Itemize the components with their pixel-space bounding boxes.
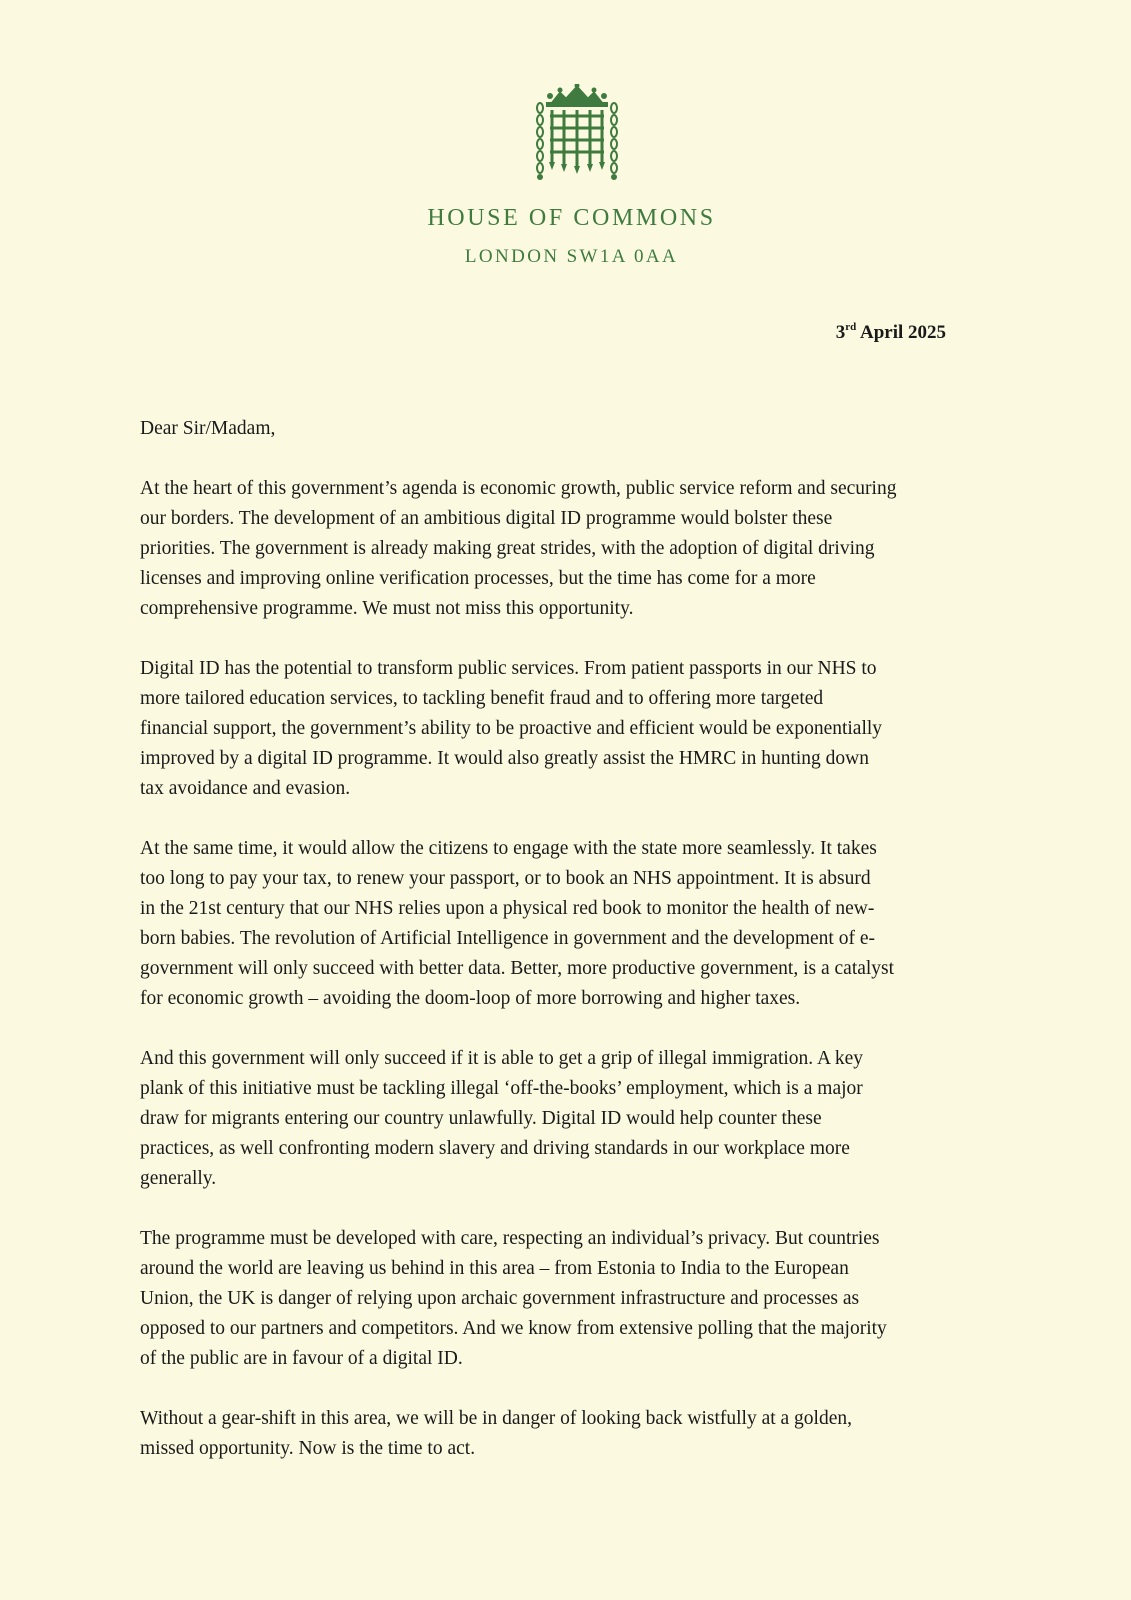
institution-name: HOUSE OF COMMONS [427, 205, 716, 231]
paragraph-line: opposed to our partners and competitors. And we know from extensive polling that the majority [140, 1318, 887, 1339]
paragraph-line: Without a gear-shift in this area, we will be in danger of looking back wistfully at a golden, [140, 1408, 853, 1429]
salutation: Dear Sir/Madam, [140, 418, 276, 439]
paragraph-line: practices, as well confronting modern slavery and driving standards in our workplace more [140, 1138, 850, 1159]
paragraph-line: in the 21st century that our NHS relies upon a physical red book to monitor the health of new- [140, 898, 875, 919]
paragraph-line: Union, the UK is danger of relying upon archaic government infrastructure and processes as [140, 1288, 860, 1309]
paragraph-line: licenses and improving online verification processes, but the time has come for a more [140, 568, 816, 589]
date-suffix: rd [845, 321, 857, 333]
paragraph-line: Digital ID has the potential to transform public services. From patient passports in our NHS to [140, 658, 877, 679]
institution-address: LONDON SW1A 0AA [464, 246, 679, 267]
paragraph-line: generally. [140, 1168, 217, 1189]
date-day: 3 [835, 322, 846, 343]
paragraph-line: financial support, the government’s ability to be proactive and efficient would be exponentially [140, 718, 883, 739]
paragraph-line: plank of this initiative must be tackling illegal ‘off-the-books’ employment, which is a major [140, 1078, 863, 1099]
paragraph-line: At the same time, it would allow the citizens to engage with the state more seamlessly. It takes [140, 838, 877, 859]
paragraph-line: The programme must be developed with care, respecting an individual’s privacy. But countries [140, 1228, 880, 1249]
paragraph-line: tax avoidance and evasion. [140, 778, 351, 799]
paragraph-line: our borders. The development of an ambitious digital ID programme would bolster these [140, 508, 833, 529]
letter-paragraph [140, 1224, 1000, 1374]
paragraph-line: And this government will only succeed if it is able to get a grip of illegal immigration. A key [140, 1048, 863, 1069]
paragraph-line: of the public are in favour of a digital ID. [140, 1348, 463, 1369]
paragraph-line: born babies. The revolution of Artificial Intelligence in government and the development of e- [140, 928, 875, 949]
letter-paragraphs [140, 474, 1000, 1464]
portcullis-crest-icon [532, 84, 622, 182]
paragraph-line: around the world are leaving us behind in this area – from Estonia to India to the European [140, 1258, 849, 1279]
paragraph-line: improved by a digital ID programme. It would also greatly assist the HMRC in hunting down [140, 748, 869, 769]
date-month-year: April 2025 [859, 322, 946, 343]
letter-paragraph [140, 474, 1000, 624]
paragraph-line: draw for migrants entering our country unlawfully. Digital ID would help counter these [140, 1108, 822, 1129]
letter-paragraph [140, 654, 1000, 804]
paragraph-line: for economic growth – avoiding the doom-loop of more borrowing and higher taxes. [140, 988, 801, 1009]
letter-paragraph [140, 1404, 1000, 1464]
paragraph-line: priorities. The government is already making great strides, with the adoption of digital driving [140, 538, 875, 559]
paragraph-line: At the heart of this government’s agenda is economic growth, public service reform and securing [140, 478, 897, 499]
letter-paragraph [140, 834, 1000, 1014]
letter-paragraph [140, 1044, 1000, 1194]
paragraph-line: more tailored education services, to tackling benefit fraud and to offering more targeted [140, 688, 824, 709]
paragraph-line: missed opportunity. Now is the time to act. [140, 1438, 476, 1459]
paragraph-line: too long to pay your tax, to renew your passport, or to book an NHS appointment. It is absurd [140, 868, 871, 889]
paragraph-line: government will only succeed with better data. Better, more productive government, is a catalyst [140, 958, 895, 979]
letter-date [836, 322, 946, 344]
letter-body [140, 414, 1000, 1494]
paragraph-line: comprehensive programme. We must not miss this opportunity. [140, 598, 634, 619]
